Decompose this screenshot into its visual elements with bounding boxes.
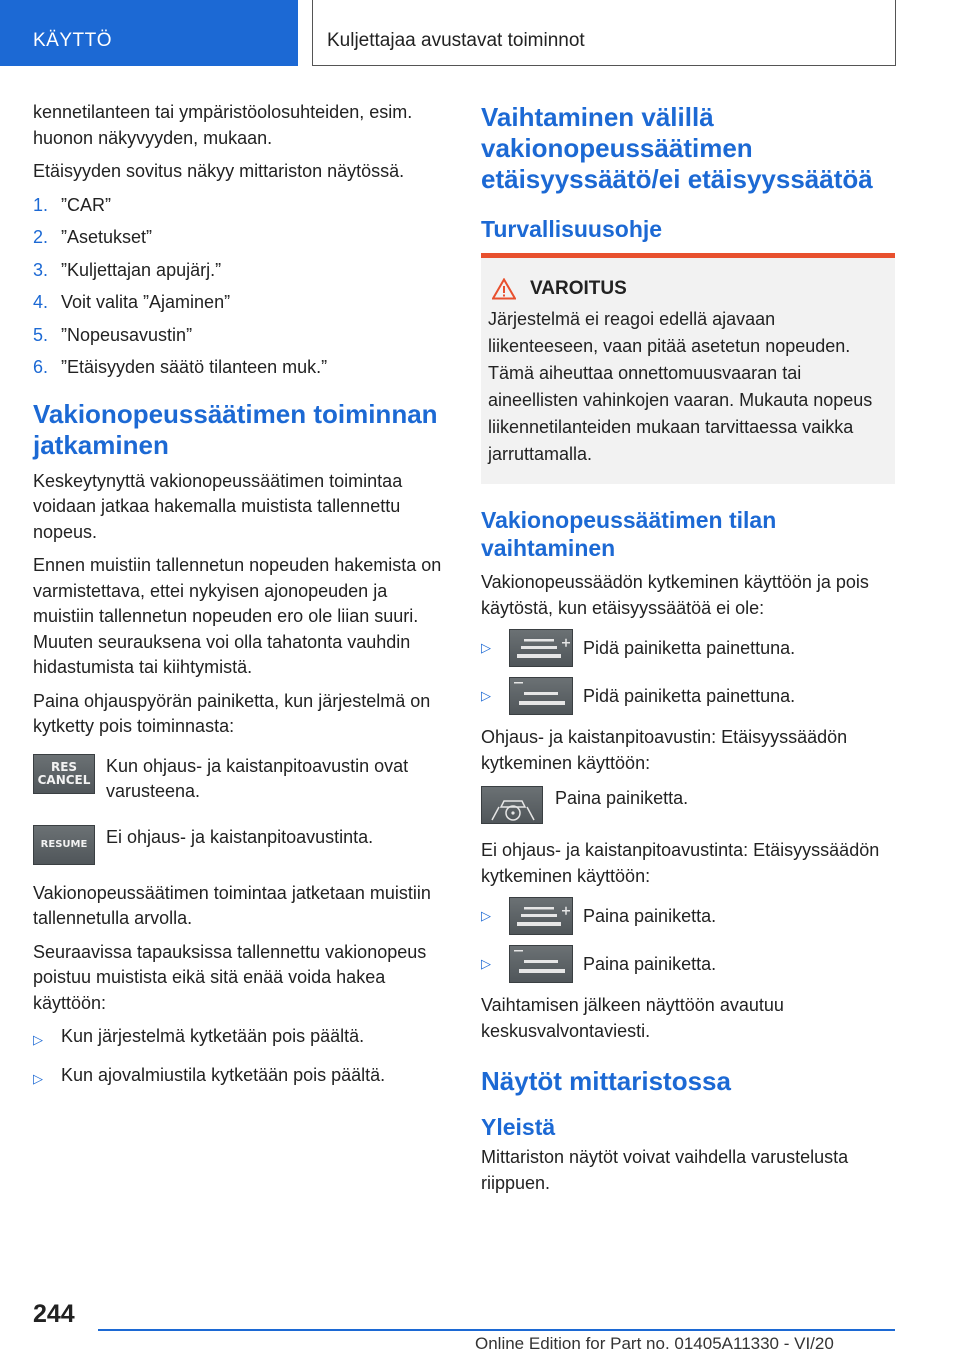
resume-label: RESUME	[40, 839, 88, 850]
chapter-title: Kuljettajaa avustavat toiminnot	[312, 0, 896, 66]
triangle-bullet-icon: ▷	[481, 956, 491, 971]
acc-plus-text: Pidä painiketta painettuna.	[583, 637, 796, 658]
triangle-bullet-icon: ▷	[33, 1032, 43, 1047]
section-tab[interactable]: KÄYTTÖ	[0, 0, 298, 66]
step-text: Voit valita ”Ajaminen”	[61, 292, 231, 312]
step-text: ”CAR”	[61, 194, 111, 215]
heading-displays: Näytöt mittaristossa	[481, 1066, 731, 1096]
res-label: RES	[50, 759, 78, 774]
continue-paragraph-3: Paina ohjauspyörän painiketta, kun järjestelmä on kytketty pois toiminnasta:	[33, 690, 431, 736]
mode-paragraph-3: Ei ohjaus- ja kaistanpitoavustinta: Etäisyyssäädön kytkeminen käyttöön:	[481, 840, 880, 886]
distance-minus-button-image	[509, 945, 573, 983]
right-column	[481, 100, 895, 1204]
step-number: 5.	[33, 324, 49, 345]
step-number: 3.	[33, 259, 49, 280]
acc-plus-row	[481, 629, 895, 667]
list-item	[33, 1024, 453, 1053]
list-item	[33, 225, 453, 251]
mode-paragraph-4: Vaihtamisen jälkeen näyttöön avautuu keskusvalvontaviesti.	[481, 995, 784, 1041]
steering-wheel-icon	[482, 787, 544, 825]
warning-triangle-icon	[492, 278, 516, 300]
cancel-label: CANCEL	[37, 772, 91, 787]
driver-assist-row	[481, 786, 895, 824]
distance-plus-icon	[510, 630, 574, 668]
heading-continue: Vakionopeussäätimen toiminnan jatkaminen	[33, 398, 438, 460]
step-text: ”Nopeusavustin”	[61, 324, 193, 345]
resume-button-image	[33, 825, 95, 865]
continue-paragraph-5: Seuraavissa tapauksissa tallennettu vakionopeus poistuu muistista eikä sitä enää voida hakea käyttöön:	[33, 941, 427, 1013]
distance-plus-button-image	[509, 629, 573, 667]
step-number: 4.	[33, 292, 49, 312]
triangle-bullet-icon: ▷	[33, 1070, 43, 1086]
continue-paragraph-2: Ennen muistiin tallennetun nopeuden hakemista on varmistettava, ettei nykyisen ajonopeuden ja muistiin tallennetun nopeuden ero ole liian suuri. Muuten seurauksena voi olla tahatonta vauhdin hidastumista tai kiihtymistä.	[33, 555, 442, 677]
mode-paragraph-2: Ohjaus- ja kaistanpitoavustin: Etäisyyssäädön kytkeminen käyttöön:	[481, 727, 848, 773]
warning-header	[488, 278, 887, 300]
memory-cleared-list	[33, 1024, 453, 1091]
list-item	[33, 258, 453, 284]
heading-switch: Vaihtaminen välillä vakionopeussäätimen etäisyyssäätö/ei etäisyyssäätöä	[481, 102, 873, 194]
step-number: 2.	[33, 227, 49, 247]
acc-plus-text: Paina painiketta.	[583, 905, 717, 926]
mode-paragraph-1: Vakionopeussäädön kytkeminen käyttöön ja pois käytöstä, kun etäisyyssäätöä ei ole:	[481, 572, 869, 618]
triangle-bullet-icon: ▷	[481, 640, 491, 655]
step-text: ”Kuljettajan apujärj.”	[61, 259, 222, 280]
distance-minus-icon	[510, 946, 574, 984]
left-column	[33, 100, 453, 1101]
list-item	[33, 193, 453, 219]
step-text: ”Asetukset”	[61, 227, 153, 247]
res-cancel-button-image	[33, 754, 95, 794]
driver-assist-button-image	[481, 786, 543, 824]
warning-text: Järjestelmä ei reagoi edellä ajavaan liikenteeseen, vaan pitää asetetun nopeuden. Tämä aiheuttaa onnettomuusvaaran tai aineellisten vahinkojen vaaran. Mukauta nopeus liikennetilanteiden mukaan tarvittaessa vaikka jarruttamalla.	[488, 309, 873, 464]
list-item	[33, 290, 453, 316]
distance-plus-icon	[510, 898, 574, 936]
res-cancel-row	[33, 754, 453, 805]
bullet-text: Kun ajovalmiustila kytketään pois päältä.	[61, 1064, 386, 1085]
acc-minus-row	[481, 677, 895, 715]
general-paragraph: Mittariston näytöt voivat vaihdella varustelusta riippuen.	[481, 1147, 849, 1193]
menu-steps-list	[33, 193, 453, 381]
bullet-text: Kun järjestelmä kytketään pois päältä.	[61, 1026, 365, 1046]
acc-minus-text: Pidä painiketta painettuna.	[583, 685, 796, 706]
resume-row	[33, 825, 453, 865]
heading-mode: Vakionopeussäätimen tilan vaihtaminen	[481, 507, 777, 561]
heading-safety: Turvallisuusohje	[481, 216, 663, 242]
driver-assist-text: Paina painiketta.	[555, 788, 689, 808]
distance-minus-button-image	[509, 677, 573, 715]
intro-paragraph-1: kennetilanteen tai ympäristöolosuhteiden, esim. huonon näkyvyyden, mukaan.	[33, 102, 413, 148]
continue-paragraph-1: Keskeytynyttä vakionopeussäätimen toimintaa voidaan jatkaa hakemalla muistista tallennettu nopeus.	[33, 470, 403, 542]
acc-minus-text: Paina painiketta.	[583, 953, 717, 974]
triangle-bullet-icon: ▷	[481, 688, 491, 703]
res-cancel-text: Kun ohjaus- ja kaistanpitoavustin ovat varusteena.	[106, 755, 409, 801]
edition-text: Online Edition for Part no. 01405A11330 - VI/20	[475, 1334, 834, 1353]
list-item	[33, 355, 453, 381]
list-item	[33, 1063, 453, 1092]
triangle-bullet-icon: ▷	[481, 908, 491, 923]
page-number: 244	[33, 1300, 75, 1328]
heading-general: Yleistä	[481, 1114, 556, 1140]
warning-title: VAROITUS	[530, 278, 627, 299]
distance-minus-icon	[510, 678, 574, 716]
page-header	[0, 0, 960, 66]
distance-plus-button-image	[509, 897, 573, 935]
acc-minus-row-b	[481, 945, 895, 983]
intro-paragraph-2: Etäisyyden sovitus näkyy mittariston näytössä.	[33, 161, 405, 181]
list-item	[33, 323, 453, 349]
resume-text: Ei ohjaus- ja kaistanpitoavustinta.	[106, 826, 374, 847]
footer-divider	[98, 1329, 895, 1331]
step-text: ”Etäisyyden säätö tilanteen muk.”	[61, 357, 328, 377]
continue-paragraph-4: Vakionopeussäätimen toimintaa jatketaan muistiin tallennetulla arvolla.	[33, 882, 431, 928]
acc-plus-row-b	[481, 897, 895, 935]
step-number: 6.	[33, 357, 49, 377]
warning-box	[481, 253, 895, 484]
step-number: 1.	[33, 194, 49, 215]
